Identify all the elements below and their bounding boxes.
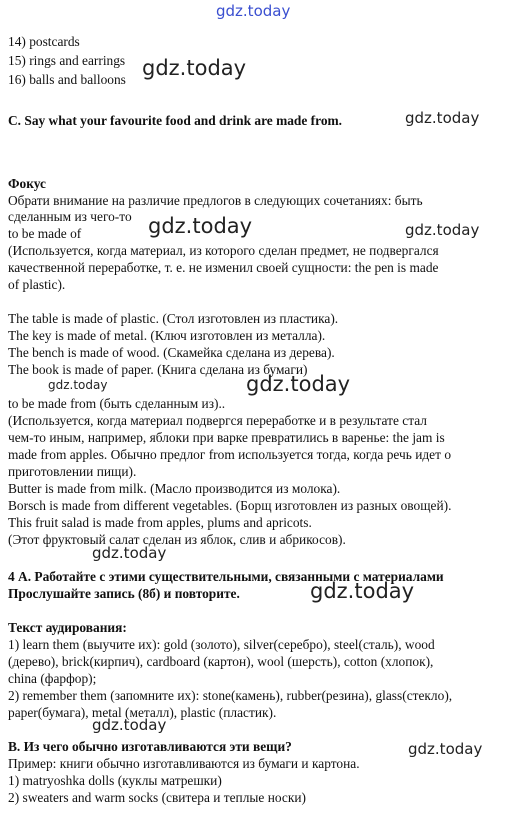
audio-line: 1) learn them (выучите их): gold (золото), silver(серебро), steel(сталь), wood xyxy=(8,637,435,652)
list-item: 15) rings and earrings xyxy=(8,53,126,68)
made-of-explanation-line: (Используется, когда материал, из которого сделан предмет, не подвергался xyxy=(8,243,439,258)
watermark: gdz.today xyxy=(48,378,108,392)
example-line: The bench is made of wood. (Скамейка сделана из дерева). xyxy=(8,345,335,360)
task-b-line: 2) sweaters and warm socks (свитера и теплые носки) xyxy=(8,790,306,805)
audio-line: china (фарфор); xyxy=(8,671,97,686)
made-from-explanation-line: приготовлении пищи). xyxy=(8,464,137,479)
made-from-heading: to be made from (быть сделанным из).. xyxy=(8,396,226,411)
list-item: 14) postcards xyxy=(8,34,80,49)
watermark: gdz.today xyxy=(405,109,480,127)
made-from-explanation-line: чем-то иным, например, яблоки при варке превратились в варенье: the jam is xyxy=(8,430,445,445)
task-c-heading: C. Say what your favourite food and drink are made from. xyxy=(8,113,343,128)
made-of-heading: to be made of xyxy=(8,226,82,241)
watermark: gdz.today xyxy=(246,372,351,396)
focus-title: Фокус xyxy=(8,176,46,191)
watermark: gdz.today xyxy=(408,740,483,758)
watermark: gdz.today xyxy=(92,544,167,562)
audio-line: (дерево), brick(кирпич), cardboard (картон), wool (шерсть), cotton (хлопок), xyxy=(8,654,434,669)
example-line: The table is made of plastic. (Стол изготовлен из пластика). xyxy=(8,311,339,326)
audio-title: Текст аудирования: xyxy=(8,620,127,635)
audio-line: paper(бумага), metal (металл), plastic (пластик). xyxy=(8,705,277,720)
list-item: 16) balls and balloons xyxy=(8,72,126,87)
watermark: gdz.today xyxy=(405,221,480,239)
example-line: Butter is made from milk. (Масло производится из молока). xyxy=(8,481,341,496)
watermark: gdz.today xyxy=(216,2,291,20)
focus-intro-line: сделанным из чего-то xyxy=(8,209,132,224)
made-from-explanation-line: made from apples. Обычно предлог from используется тогда, когда речь идет о xyxy=(8,447,452,462)
example-line: The key is made of metal. (Ключ изготовлен из металла). xyxy=(8,328,326,343)
task-b-heading: В. Из чего обычно изготавливаются эти вещи? xyxy=(8,739,292,754)
watermark: gdz.today xyxy=(92,716,167,734)
audio-line: 2) remember them (запомните их): stone(камень), rubber(резина), glass(стекло), xyxy=(8,688,453,703)
task-b-line: Пример: книги обычно изготавливаются из бумаги и картона. xyxy=(8,756,360,771)
task-4a-heading: Прослушайте запись (8б) и повторите. xyxy=(8,586,240,601)
watermark: gdz.today xyxy=(142,56,247,80)
made-from-explanation-line: (Используется, когда материал подвергся переработке и в результате стал xyxy=(8,413,427,428)
focus-intro-line: Обрати внимание на различие предлогов в следующих сочетаниях: быть xyxy=(8,193,423,208)
made-of-explanation-line: качественной переработке, т. е. не изменил своей сущности: the pen is made xyxy=(8,260,439,275)
task-b-line: 1) matryoshka dolls (куклы матрешки) xyxy=(8,773,222,788)
task-4a-heading: 4 А. Работайте с этими существительными, связанными с материалами xyxy=(8,569,444,584)
example-line: Borsch is made from different vegetables. (Борщ изготовлен из разных овощей). xyxy=(8,498,452,513)
example-line: The book is made of paper. (Книга сделана из бумаги) xyxy=(8,362,308,377)
watermark: gdz.today xyxy=(310,579,415,603)
watermark: gdz.today xyxy=(148,214,253,238)
example-line: This fruit salad is made from apples, plums and apricots. xyxy=(8,515,312,530)
made-of-explanation-line: of plastic). xyxy=(8,277,66,292)
example-line: (Этот фруктовый салат сделан из яблок, слив и абрикосов). xyxy=(8,532,346,547)
